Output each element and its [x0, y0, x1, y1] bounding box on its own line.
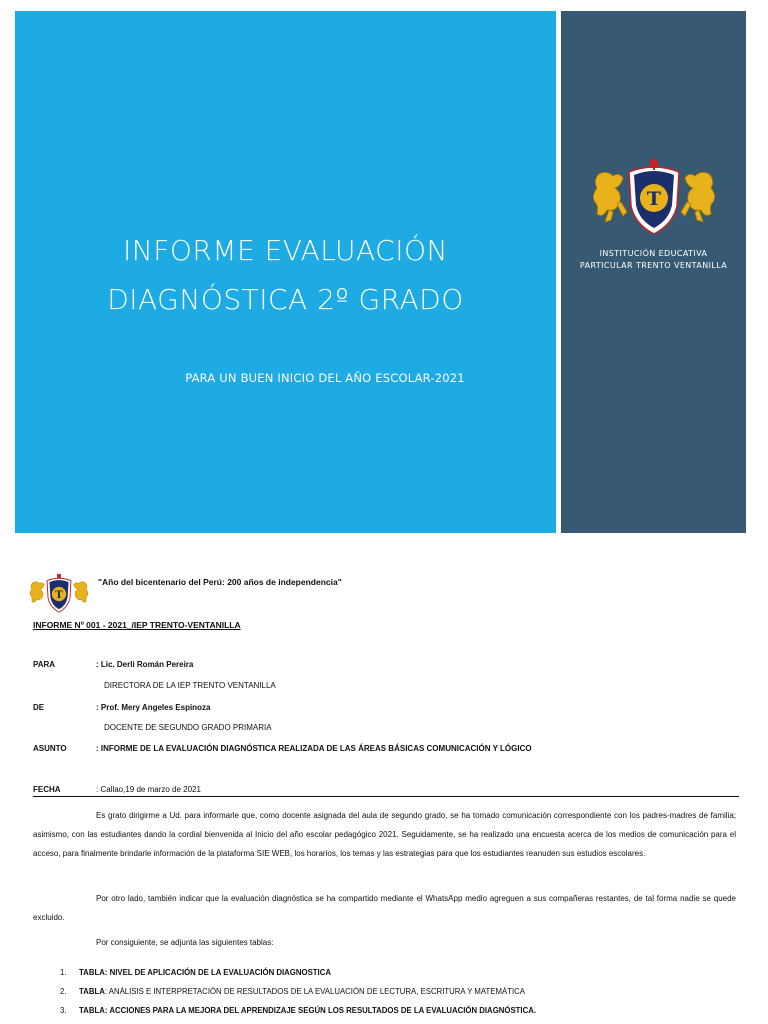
list-item-label: TABLA — [79, 1006, 105, 1015]
para-recipient-role: DIRECTORA DE LA IEP TRENTO VENTANILLA — [104, 681, 276, 690]
cover-side-panel — [561, 11, 746, 533]
de-label: DE — [33, 703, 45, 712]
body-paragraph-1-text: Es grato dirigirme a Ud. para informarle que, como docente asignada del aula de segundo grado, se ha tomado comunicación correspondiente con los padres-madres de familia; asimismo, con las estudiantes dando la cordial bienvenida al Inicio del año escolar pedagógico 2021. Seguidamente, se ha realizado una encuesta acerca de los medios de comunicación para el acceso, para finalmente brindarle información de la plataforma SIE WEB, los horarios, los temas y las estrategias para que los estudiantes reanuden sus estudios escolares. — [33, 811, 736, 858]
school-crest-logo — [589, 158, 719, 238]
de-sender: : Prof. Mery Angeles Espinoza — [96, 703, 211, 712]
list-item-number: 1. — [60, 968, 67, 977]
cover-subtitle: PARA UN BUEN INICIO DEL AÑO ESCOLAR-2021 — [185, 371, 465, 385]
para-recipient: : Lic. Derli Román Pereira — [96, 660, 194, 669]
body-paragraph-2-text: Por otro lado, también indicar que la evaluación diagnóstica se ha compartido mediante el WhatsApp medio agreguen a sus compañeras restantes, de tal forma nadie se quede excluido. — [33, 894, 736, 922]
fecha-value: : Callao,19 de marzo de 2021 — [96, 785, 201, 794]
institution-name — [561, 248, 746, 272]
report-reference: INFORME Nº 001 - 2021_/IEP TRENTO-VENTANILLA — [33, 620, 241, 630]
list-item — [60, 1001, 536, 1020]
de-sender-role: DOCENTE DE SEGUNDO GRADO PRIMARIA — [104, 723, 272, 732]
motto-line: "Año del bicentenario del Perú: 200 años de independencia" — [98, 577, 342, 587]
list-item-text: : ACCIONES PARA LA MEJORA DEL APRENDIZAJE SEGÚN LOS RESULTADOS DE LA EVALUACIÓN DIAGNÓSTICA. — [104, 1006, 537, 1015]
list-item — [60, 982, 536, 1001]
cover-title-line2: DIAGNÓSTICA 2º GRADO — [107, 283, 464, 316]
svg-text:T: T — [55, 589, 63, 601]
body-paragraph-3: Por consiguiente, se adjunta las siguientes tablas: — [96, 938, 274, 947]
cover-main-panel — [15, 11, 556, 533]
fecha-label: FECHA — [33, 785, 61, 794]
institution-line2: PARTICULAR TRENTO VENTANILLA — [579, 261, 728, 270]
list-item-label: TABLA — [79, 987, 105, 996]
tables-list — [60, 963, 536, 1020]
institution-line1: INSTITUCIÓN EDUCATIVA — [599, 249, 708, 258]
svg-text:T: T — [646, 188, 662, 210]
list-item-number: 2. — [60, 987, 67, 996]
asunto-value: : INFORME DE LA EVALUACIÓN DIAGNÓSTICA REALIZADA DE LAS ÁREAS BÁSICAS COMUNICACIÓN Y LÓGICO — [96, 744, 532, 753]
school-crest-small-logo — [28, 573, 90, 615]
list-item-label: TABLA — [79, 968, 105, 977]
list-item-number: 3. — [60, 1006, 67, 1015]
cover-title — [15, 226, 556, 324]
body-paragraph-1 — [33, 806, 736, 863]
list-item-text: : ANÁLISIS E INTERPRETACIÓN DE RESULTADOS DE LA EVALUACIÓN DE LECTURA, ESCRITURA Y MATEMÁTICA — [104, 987, 525, 996]
cover-title-line1: INFORME EVALUACIÓN — [123, 234, 448, 267]
asunto-label: ASUNTO — [33, 744, 67, 753]
body-paragraph-2 — [33, 889, 736, 927]
header-divider — [33, 796, 739, 797]
list-item — [60, 963, 536, 982]
para-label: PARA — [33, 660, 56, 669]
list-item-text: : NIVEL DE APLICACIÓN DE LA EVALUACIÓN DIAGNOSTICA — [104, 968, 331, 977]
